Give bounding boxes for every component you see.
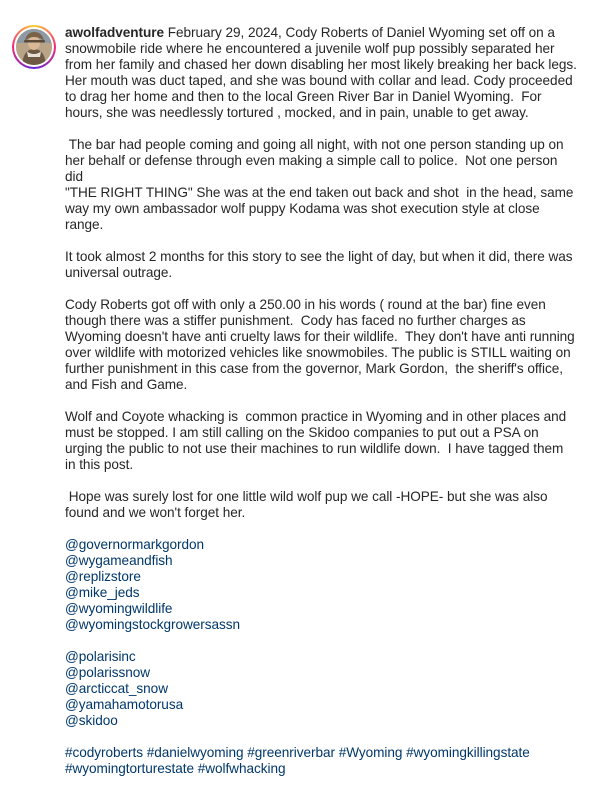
avatar[interactable] [16, 29, 52, 65]
mention-link[interactable]: @replizstore [65, 569, 141, 584]
caption-paragraph-6: Hope was surely lost for one little wild wolf pup we call -HOPE- but she was also found and we won't forget her. [65, 489, 552, 520]
caption-paragraph-1-text: February 29, 2024, Cody Roberts of Daniel Wyoming set off on a snowmobile ride where he encountered a juvenile wolf pup possibly separated her from her family and chased her down disabling her most likely breaking her back legs. Her mouth was duct taped, and she was bound with collar and lead. Cody proceeded to drag her home and then to the local Green River Bar in Daniel Wyoming. For hours, she was needlessly tortured , mocked, and in pain, unable to get away. [65, 25, 585, 120]
hashtags [65, 745, 577, 777]
avatar-ring-gap [14, 27, 54, 67]
mention-link[interactable]: @yamahamotorusa [65, 697, 184, 712]
hashtag-link[interactable]: #danielwyoming [146, 745, 244, 760]
hashtag-link[interactable]: #Wyoming [338, 745, 403, 760]
mention-link[interactable]: @wygameandfish [65, 553, 173, 568]
caption-paragraph-1 [65, 25, 585, 121]
username-link[interactable]: awolfadventure [65, 25, 165, 40]
mention-link[interactable]: @polarisinc [65, 649, 136, 664]
caption-paragraph-5: Wolf and Coyote whacking is common practice in Wyoming and in other places and must be stopped. I am still calling on the Skidoo companies to put out a PSA on urging the public to not use their machines to run wildlife down. I have tagged them in this post. [65, 409, 570, 472]
avatar-story-ring[interactable] [12, 25, 56, 69]
caption-paragraph-2: The bar had people coming and going all night, with not one person standing up on her behalf or defense through even making a simple call to police. Not one person did "THE RIGHT THING" She was at the end taken out back and shot in the head, same way my own ambassador wolf puppy Kodama was shot execution style at close range. [65, 137, 574, 232]
mention-link[interactable]: @arcticcat_snow [65, 681, 168, 696]
hashtag-link[interactable]: #greenriverbar [247, 745, 335, 760]
mention-link[interactable]: @wyomingstockgrowersassn [65, 617, 241, 632]
mention-link[interactable]: @governormarkgordon [65, 537, 205, 552]
hashtag-link[interactable]: #wyomingkillingstate [406, 745, 530, 760]
profile-photo-person-icon [16, 29, 52, 65]
hashtag-link[interactable]: #wolfwhacking [197, 761, 286, 776]
mention-link[interactable]: @polarissnow [65, 665, 150, 680]
caption-text [65, 25, 585, 777]
caption-paragraph-4: Cody Roberts got off with only a 250.00 in his words ( round at the bar) fine even though there was a stiffer punishment. Cody has faced no further charges as Wyoming doesn't have anti cruelty laws for their wildlife. They don't have anti running over wildlife with motorized vehicles like snowmobiles. The public is STILL waiting on further punishment in this case from the governor, Mark Gordon, the sheriff's office, and Fish and Game. [65, 297, 579, 392]
mention-link[interactable]: @wyomingwildlife [65, 601, 173, 616]
mention-link[interactable]: @skidoo [65, 713, 118, 728]
mentions-group-2 [65, 649, 577, 729]
hashtag-link[interactable]: #wyomingtorturestate [65, 761, 194, 776]
hashtag-link[interactable]: #codyroberts [65, 745, 143, 760]
mentions-group-1 [65, 537, 577, 633]
mention-link[interactable]: @mike_jeds [65, 585, 140, 600]
caption-paragraph-3: It took almost 2 months for this story to see the light of day, but when it did, there was universal outrage. [65, 249, 577, 280]
